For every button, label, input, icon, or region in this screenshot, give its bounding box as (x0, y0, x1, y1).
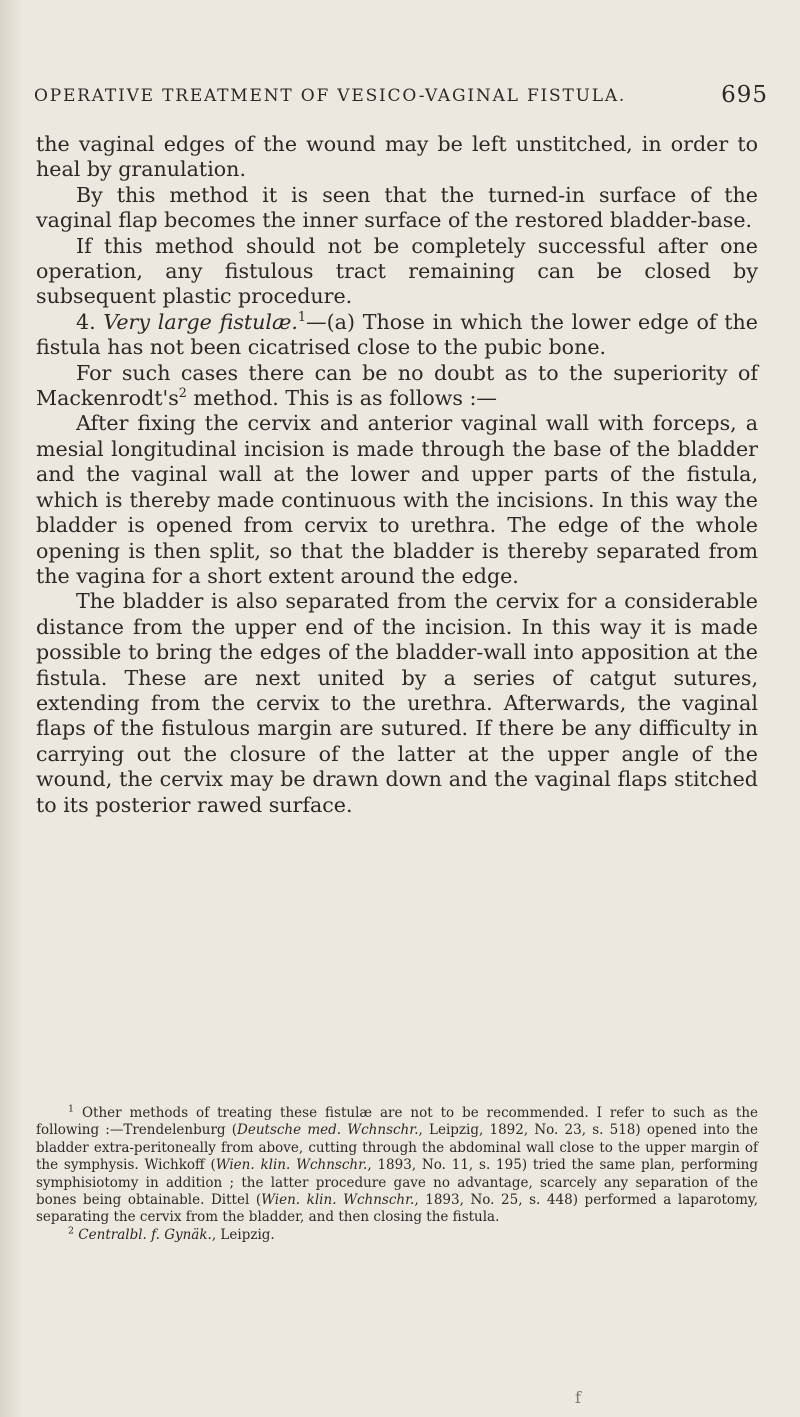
page-number: 695 (721, 82, 768, 108)
footnote-1 (36, 1105, 758, 1227)
footnote-2-text: , Leipzig. (211, 1226, 275, 1243)
footnote-1-citation-2: Wien. klin. Wchnschr. (215, 1157, 368, 1174)
footnote-2 (36, 1227, 758, 1244)
paragraph-3: If this method should not be completely successful after one operation, any fistulous tract remaining can be closed by subsequent plastic procedure. (36, 233, 758, 309)
footnote-1-citation-1: Deutsche med. Wchnschr. (237, 1122, 419, 1139)
footnote-ref-2: 2 (178, 386, 187, 402)
footnote-1-text-d: , 1893, No. 25, s. 448) performed a laparotomy, separating the cervix from the bladder, and then closing the fistula. (36, 1192, 758, 1226)
footnote-1-citation-3: Wien. klin. Wchnschr. (261, 1192, 415, 1209)
running-title: OPERATIVE TREATMENT OF VESICO-VAGINAL FISTULA. (34, 86, 627, 106)
printer-mark: f (575, 1388, 581, 1407)
paragraph-4 (36, 310, 758, 361)
page-header (34, 82, 768, 116)
paragraph-5-text-a: For such cases there can be no doubt as to the superiority of Mackenrodt's (36, 360, 758, 411)
section-heading: Very large fistulæ. (103, 309, 298, 334)
page-gutter-shadow (0, 0, 22, 1417)
footnote-1-mark: 1 (68, 1103, 75, 1115)
paragraph-5 (36, 361, 758, 412)
footnote-2-citation: Centralbl. f. Gynäk. (74, 1226, 212, 1243)
paragraph-5-text-b: method. This is as follows :— (186, 386, 498, 411)
section-number: 4. (76, 309, 96, 334)
paragraph-1: the vaginal edges of the wound may be left unstitched, in order to heal by granulation. (36, 132, 758, 182)
footnotes (36, 1105, 758, 1244)
footnote-ref-1: 1 (297, 309, 307, 325)
paragraph-7: The bladder is also separated from the cervix for a considerable distance from the upper end of the incision. In this way it is made possible to bring the edges of the bladder-wall into apposition at the fistula. These are next united by a series of catgut sutures, extending from the cervix to the urethra. Afterwards, the vaginal flaps of the fistulous margin are sutured. If there be any difficulty in carrying out the closure of the latter at the upper angle of the wound, the cervix may be drawn down and the vaginal flaps stitched to its posterior rawed surface. (36, 589, 758, 817)
footnote-1-text-b: , Leipzig, 1892, No. 23, s. 518) opened into the bladder extra-peritoneally from above, cutting through the abdominal wall close to the upper margin of the symphysis. Wichkoff ( (36, 1122, 758, 1174)
paragraph-6: After fixing the cervix and anterior vaginal wall with forceps, a mesial longitudinal incision is made through the base of the bladder and the vaginal wall at the lower and upper parts of the fistula, which is thereby made continuous with the incisions. In this way the bladder is opened from cervix to urethra. The edge of the whole opening is then split, so that the bladder is thereby separated from the vagina for a short extent around the edge. (36, 411, 758, 588)
footnote-1-text-c: , 1893, No. 11, s. 195) tried the same plan, performing symphisiotomy in addition ; the latter procedure gave no advantage, scarcely any separation of the bones being obtainable. Dittel ( (36, 1157, 758, 1209)
footnote-1-text-a: Other methods of treating these fistulæ are not to be recommended. I refer to such as the following :—Trendelenburg ( (36, 1105, 758, 1139)
body-text (36, 132, 758, 818)
paragraph-4-text: —(a) Those in which the lower edge of the fistula has not been cicatrised close to the pubic bone. (36, 309, 758, 360)
paragraph-2: By this method it is seen that the turned-in surface of the vaginal flap becomes the inner surface of the restored bladder-base. (36, 182, 758, 233)
footnote-2-mark: 2 (68, 1225, 75, 1237)
